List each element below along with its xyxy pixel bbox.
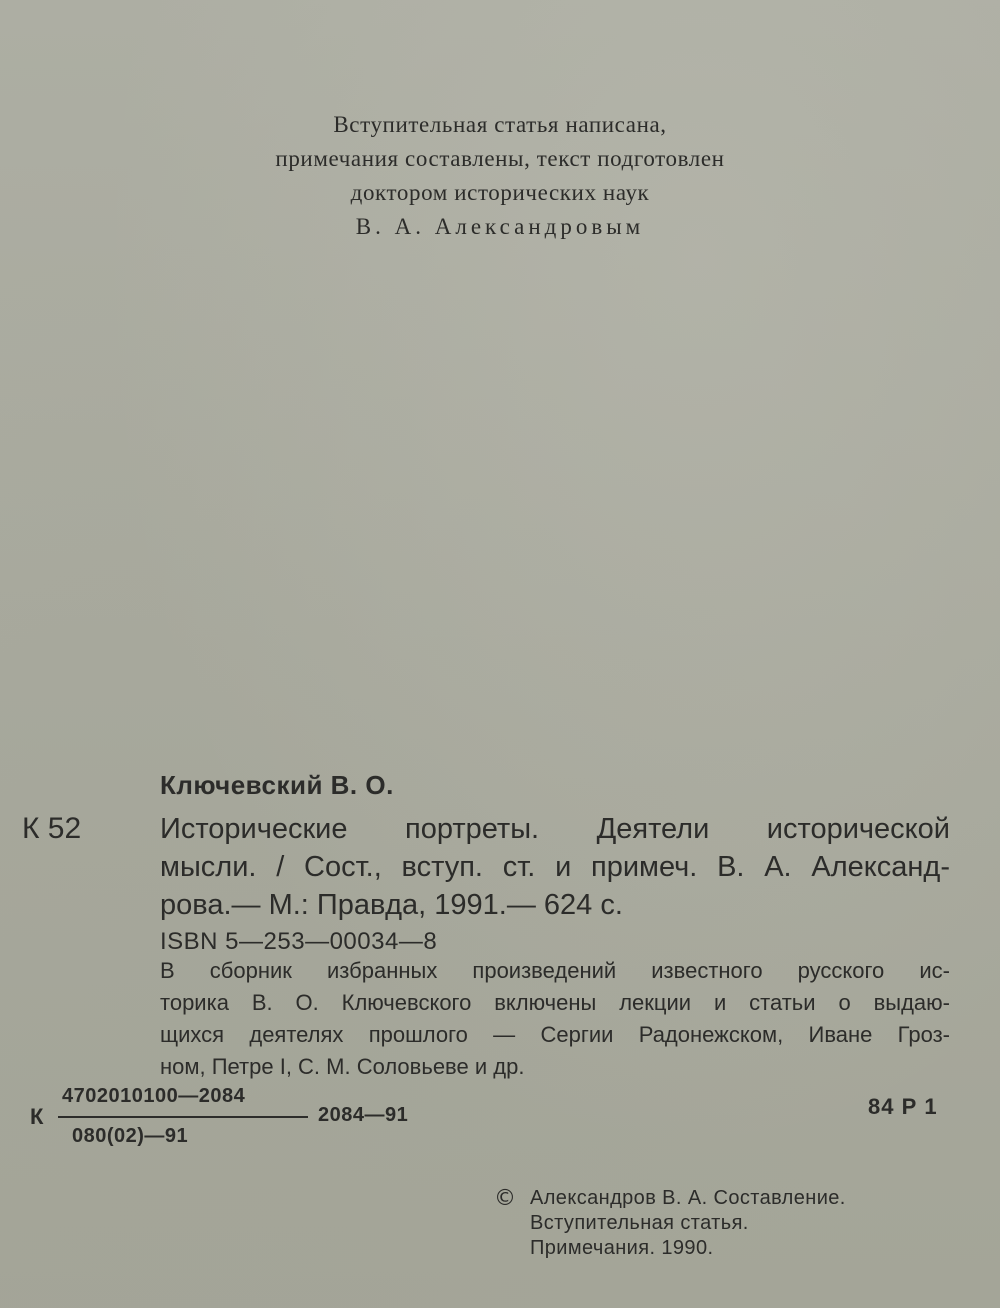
copyright-line: Вступительная статья.: [530, 1212, 749, 1234]
credits-editor-name: В. А. Александровым: [355, 214, 645, 239]
credits-block: [150, 108, 850, 244]
annotation-line: торика В. О. Ключевского включены лекции и статьи о выдаю-: [160, 990, 950, 1015]
copyright-line: Примечания. 1990.: [530, 1237, 714, 1259]
credits-line: Вступительная статья написана,: [333, 112, 667, 137]
description-line: рова.— М.: Правда, 1991.— 624 с.: [160, 889, 623, 921]
annotation-line: ном, Петре I, С. М. Соловьеве и др.: [160, 1054, 525, 1079]
copyright-line: Александров В. А. Составление.: [530, 1187, 846, 1209]
catalog-description: [160, 810, 950, 924]
credits-line: доктором исторических наук: [350, 180, 650, 205]
annotation: [160, 955, 950, 1083]
credits-line: примечания составлены, текст подготовлен: [275, 146, 725, 171]
description-line: мысли. / Сост., вступ. ст. и примеч. В. А. Александ-: [160, 851, 950, 883]
bbk-code: 84 Р 1: [868, 1094, 938, 1119]
index-right-code: 2084—91: [318, 1104, 409, 1126]
index-denominator: 080(02)—91: [72, 1125, 189, 1147]
fraction-divider: [58, 1116, 308, 1118]
description-line: Исторические портреты. Деятели исторической: [160, 813, 950, 845]
index-numerator: 4702010100—2084: [62, 1085, 246, 1107]
isbn: ISBN 5—253—00034—8: [160, 928, 438, 955]
catalog-author: Ключевский В. О.: [160, 770, 394, 800]
copyright-icon: ©: [494, 1186, 516, 1211]
annotation-line: В сборник избранных произведений известного русского ис-: [160, 958, 950, 983]
catalog-code: К 52: [22, 812, 82, 845]
index-k-letter: К: [30, 1104, 44, 1129]
copyright-block: [530, 1186, 846, 1261]
annotation-line: щихся деятелях прошлого — Сергии Радонежском, Иване Гроз-: [160, 1022, 950, 1047]
